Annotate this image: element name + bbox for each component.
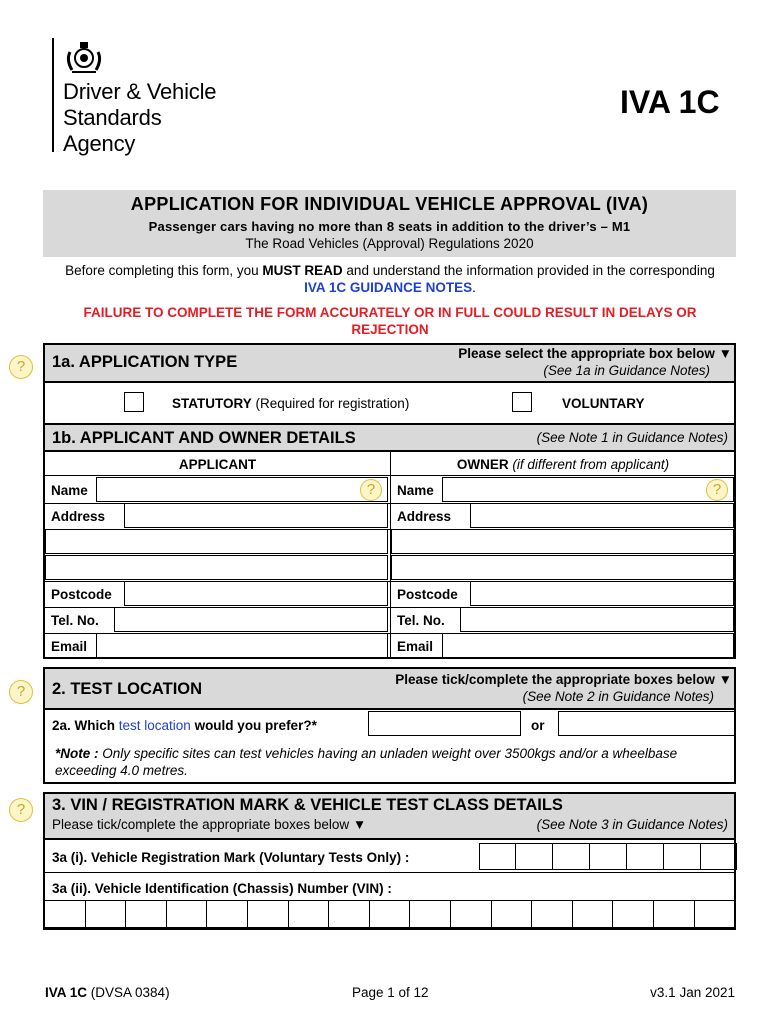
owner-postcode-input[interactable] xyxy=(470,581,734,606)
row-divider xyxy=(45,475,734,476)
royal-crest-icon xyxy=(62,38,106,76)
applicant-tel-input[interactable] xyxy=(114,607,388,632)
org-name xyxy=(63,79,216,157)
vin-char-box[interactable] xyxy=(451,900,492,928)
applicant-postcode-input[interactable] xyxy=(124,581,388,606)
vin-char-box[interactable] xyxy=(126,900,167,928)
vin-char-box[interactable] xyxy=(410,900,451,928)
owner-address-line2[interactable] xyxy=(391,529,734,554)
logo-divider xyxy=(52,38,54,152)
help-icon[interactable]: ? xyxy=(360,479,382,501)
owner-address-label: Address xyxy=(397,509,452,524)
section-2-note: (See Note 2 in Guidance Notes) xyxy=(522,689,714,704)
owner-header: OWNER (if different from applicant) xyxy=(456,457,670,472)
row-divider xyxy=(45,529,390,530)
statutory-checkbox[interactable] xyxy=(124,392,144,412)
vrm-char-box[interactable] xyxy=(516,843,553,870)
form-title: APPLICATION FOR INDIVIDUAL VEHICLE APPROVAL (IVA) xyxy=(130,194,649,214)
test-location-link[interactable]: test location xyxy=(118,718,191,733)
applicant-address-input[interactable] xyxy=(124,503,388,528)
applicant-email-label: Email xyxy=(51,639,88,654)
vrm-boxes xyxy=(479,843,737,870)
vin-char-box[interactable] xyxy=(695,900,735,928)
applicant-address-label: Address xyxy=(51,509,106,524)
vrm-char-box[interactable] xyxy=(701,843,737,870)
test-location-input-2[interactable] xyxy=(558,711,735,736)
applicant-name-label: Name xyxy=(51,483,88,498)
row-divider xyxy=(391,503,734,504)
vin-char-box[interactable] xyxy=(45,900,86,928)
applicant-address-line3[interactable] xyxy=(45,555,388,580)
intro-text: Before completing this form, you MUST READ and understand the information provided in the corresponding IVA 1C GUIDANCE NOTES. xyxy=(65,263,715,295)
owner-name-label: Name xyxy=(397,483,434,498)
vin-label: 3a (ii). Vehicle Identification (Chassis) Number (VIN) : xyxy=(52,881,392,896)
footer-version: v3.1 Jan 2021 xyxy=(650,985,735,1000)
footer-form-code: IVA 1C (DVSA 0384) xyxy=(45,985,170,1000)
vin-char-box[interactable] xyxy=(613,900,654,928)
help-icon[interactable]: ? xyxy=(706,479,728,501)
owner-tel-label: Tel. No. xyxy=(397,613,445,628)
row-divider xyxy=(45,503,390,504)
test-location-question: 2a. Which test location would you prefer?* xyxy=(52,718,317,733)
vin-char-box[interactable] xyxy=(86,900,127,928)
section-1b-note: (See Note 1 in Guidance Notes) xyxy=(536,430,728,445)
row-divider xyxy=(45,872,734,873)
vrm-char-box[interactable] xyxy=(553,843,590,870)
applicant-name-input[interactable] xyxy=(96,477,388,502)
vin-char-box[interactable] xyxy=(289,900,330,928)
org-line: Agency xyxy=(63,131,136,156)
vin-char-box[interactable] xyxy=(492,900,533,928)
row-divider xyxy=(45,607,390,608)
owner-address-line3[interactable] xyxy=(391,555,734,580)
section-1a-title: 1a. APPLICATION TYPE xyxy=(52,353,238,371)
applicant-header: APPLICANT xyxy=(178,457,257,472)
section-1a-hint: Please select the appropriate box below ▼ xyxy=(458,346,732,361)
applicant-tel-label: Tel. No. xyxy=(51,613,99,628)
owner-tel-input[interactable] xyxy=(460,607,734,632)
section-1b-title: 1b. APPLICANT AND OWNER DETAILS xyxy=(52,429,356,447)
org-line: Driver & Vehicle xyxy=(63,79,217,104)
vin-char-box[interactable] xyxy=(207,900,248,928)
owner-address-input[interactable] xyxy=(470,503,734,528)
section-2-hint: Please tick/complete the appropriate boxes below ▼ xyxy=(395,672,732,687)
test-location-input-1[interactable] xyxy=(368,711,521,736)
section-2-footnote: *Note : Only specific sites can test vehicles having an unladen weight over 3500kgs and/or a wheelbase exceeding 4.0 metres. xyxy=(55,746,678,778)
vrm-char-box[interactable] xyxy=(664,843,701,870)
section-2-title: 2. TEST LOCATION xyxy=(52,680,203,698)
applicant-email-input[interactable] xyxy=(96,633,388,658)
row-divider xyxy=(391,633,734,634)
or-label: or xyxy=(531,718,545,733)
row-divider xyxy=(45,581,390,582)
applicant-address-line2[interactable] xyxy=(45,529,388,554)
section-3-hint: Please tick/complete the appropriate boxes below ▼ xyxy=(52,817,367,832)
help-icon[interactable]: ? xyxy=(9,680,33,704)
row-divider xyxy=(391,607,734,608)
footer-page-number: Page 1 of 12 xyxy=(352,985,429,1000)
form-id: IVA 1C xyxy=(620,84,720,120)
help-icon[interactable]: ? xyxy=(9,798,33,822)
owner-postcode-label: Postcode xyxy=(397,587,458,602)
row-divider xyxy=(391,529,734,530)
vin-char-box[interactable] xyxy=(532,900,573,928)
regulation-line: The Road Vehicles (Approval) Regulations 2020 xyxy=(245,236,534,251)
applicant-postcode-label: Postcode xyxy=(51,587,112,602)
org-line: Standards xyxy=(63,105,162,130)
vin-char-box[interactable] xyxy=(329,900,370,928)
voluntary-checkbox[interactable] xyxy=(512,392,532,412)
row-divider xyxy=(391,581,734,582)
section-1a-note: (See 1a in Guidance Notes) xyxy=(543,363,710,378)
vrm-label: 3a (i). Vehicle Registration Mark (Voluntary Tests Only) : xyxy=(52,850,410,865)
vin-char-box[interactable] xyxy=(654,900,695,928)
vrm-char-box[interactable] xyxy=(479,843,516,870)
form-subtitle: Passenger cars having no more than 8 seats in addition to the driver’s – M1 xyxy=(148,219,631,234)
statutory-label: STATUTORY (Required for registration) xyxy=(172,396,410,411)
vin-boxes xyxy=(45,900,734,928)
guidance-notes-link[interactable]: IVA 1C GUIDANCE NOTES xyxy=(304,280,473,295)
section-3-note: (See Note 3 in Guidance Notes) xyxy=(536,817,728,832)
owner-name-input[interactable] xyxy=(442,477,734,502)
vin-char-box[interactable] xyxy=(573,900,614,928)
vrm-char-box[interactable] xyxy=(590,843,627,870)
vin-char-box[interactable] xyxy=(370,900,411,928)
warning-text: FAILURE TO COMPLETE THE FORM ACCURATELY OR IN FULL COULD RESULT IN DELAYS OR REJECTION xyxy=(83,305,697,337)
voluntary-label: VOLUNTARY xyxy=(562,396,645,411)
owner-email-input[interactable] xyxy=(442,633,734,658)
section-3-title: 3. VIN / REGISTRATION MARK & VEHICLE TEST CLASS DETAILS xyxy=(52,796,563,814)
vin-char-box[interactable] xyxy=(167,900,208,928)
help-icon[interactable]: ? xyxy=(9,355,33,379)
row-divider xyxy=(45,633,390,634)
vin-char-box[interactable] xyxy=(248,900,289,928)
owner-email-label: Email xyxy=(397,639,434,654)
vrm-char-box[interactable] xyxy=(627,843,664,870)
